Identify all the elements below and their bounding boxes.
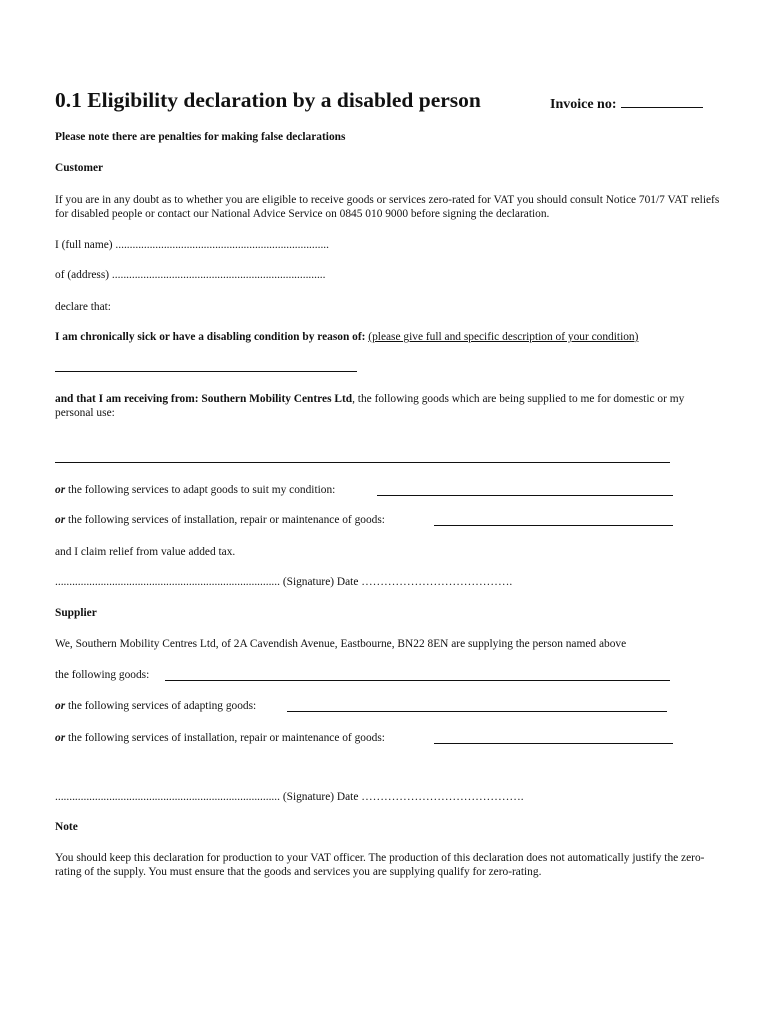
supplier-heading: Supplier — [55, 607, 97, 619]
adapt-services-line — [55, 483, 335, 497]
customer-signature-line[interactable]: ............................................................................... (Signature) Date …………………………………. — [55, 576, 513, 588]
or-label: or — [55, 700, 66, 712]
adapt-services-label: the following services to adapt goods to suit my condition: — [68, 484, 336, 496]
supplier-install-answer-line[interactable] — [434, 743, 673, 744]
install-services-line — [55, 513, 385, 527]
condition-answer-line[interactable] — [55, 371, 357, 372]
install-services-label: the following services of installation, repair or maintenance of goods: — [68, 514, 385, 526]
or-label: or — [55, 732, 66, 744]
condition-line — [55, 330, 638, 344]
supplier-adapting-label: the following services of adapting goods: — [68, 700, 257, 712]
customer-heading: Customer — [55, 162, 104, 174]
invoice-label: Invoice no: — [550, 97, 617, 112]
supplier-adapting-answer-line[interactable] — [287, 711, 667, 712]
note-text: You should keep this declaration for production to your VAT officer. The production of this declaration does not automatically justify the zero-rating of the supply. You must ensure that the goods and services you are supplying qualify for zero-rating. — [55, 852, 705, 878]
supplier-goods-label: the following goods: — [55, 669, 150, 681]
customer-intro: If you are in any doubt as to whether you are eligible to receive goods or services zero-rated for VAT you should consult Notice 701/7 VAT reliefs for disabled people or contact our National Advice Service on 0845 010 9000 before signing the declaration. — [55, 194, 720, 220]
or-label: or — [55, 514, 66, 526]
full-name-field[interactable]: I (full name) ........................................................................... — [55, 239, 329, 251]
adapt-services-answer-line[interactable] — [377, 495, 673, 496]
note-heading: Note — [55, 821, 78, 833]
invoice-number — [550, 95, 703, 113]
receiving-rest: , the following goods which are being supplied to me for domestic or my personal use: — [55, 393, 685, 419]
penalty-notice: Please note there are penalties for making false declarations — [55, 131, 346, 143]
supplier-signature-line[interactable]: ............................................................................... (Signature) Date ……………………………………. — [55, 791, 524, 803]
supplier-goods-answer-line[interactable] — [165, 680, 670, 681]
supplier-statement: We, Southern Mobility Centres Ltd, of 2A Cavendish Avenue, Eastbourne, BN22 8EN are supplying the person named above — [55, 638, 627, 650]
claim-text: and I claim relief from value added tax. — [55, 546, 236, 558]
or-label: or — [55, 484, 66, 496]
receiving-supplier: and that I am receiving from: Southern Mobility Centres Ltd — [55, 393, 353, 405]
supplier-install-line — [55, 731, 385, 745]
declare-text: declare that: — [55, 301, 111, 313]
install-services-answer-line[interactable] — [434, 525, 673, 526]
address-field[interactable]: of (address) ........................................................................... — [55, 269, 326, 281]
supplier-adapting-line — [55, 699, 256, 713]
supplier-install-label: the following services of installation, repair or maintenance of goods: — [68, 732, 385, 744]
receiving-goods-text — [55, 392, 720, 420]
invoice-number-field[interactable] — [621, 95, 703, 108]
condition-label: I am chronically sick or have a disabling condition by reason of: — [55, 331, 366, 343]
page-title: 0.1 Eligibility declaration by a disabled person — [55, 88, 481, 112]
goods-answer-line[interactable] — [55, 462, 670, 463]
condition-hint: (please give full and specific description of your condition) — [368, 331, 639, 343]
